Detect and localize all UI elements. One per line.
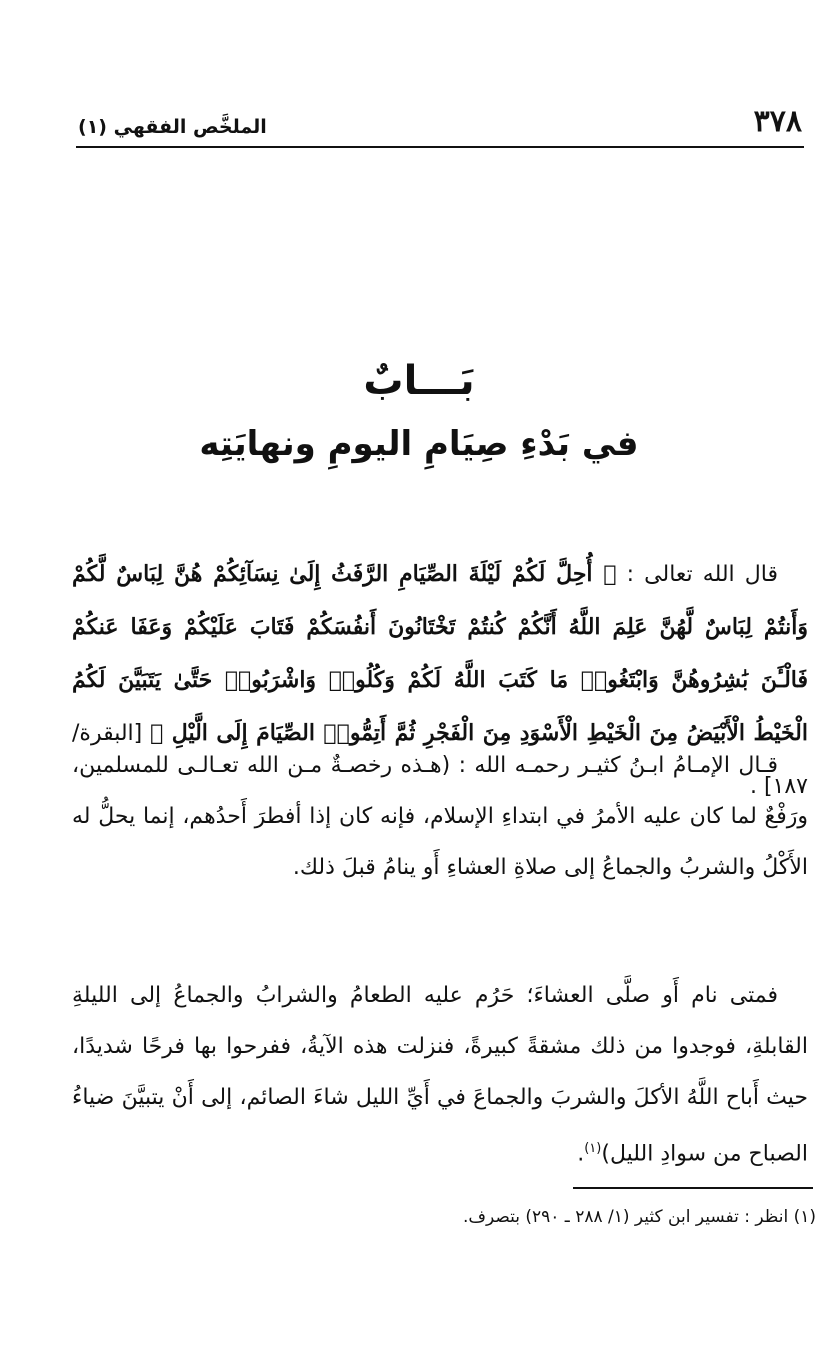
- quran-verse: ﴿ أُحِلَّ لَكُمْ لَيْلَةَ الصِّيَامِ الرَّفَثُ إِلَىٰ نِسَآئِكُمْ هُنَّ لِبَاسٌ لَّكُمْ وَأَنتُمْ لِبَاسٌ لَّهُنَّ عَلِمَ اللَّهُ أَنَّكُمْ كُنتُمْ تَخْتَانُونَ أَنفُسَكُمْ فَتَابَ عَلَيْكُمْ وَعَفَا عَنكُمْ فَالْـَٔنَ بَٰشِرُوهُنَّ وَابْتَغُوا۟ مَا كَتَبَ اللَّهُ لَكُمْ وَكُلُوا۟ وَاشْرَبُوا۟ حَتَّىٰ يَتَبَيَّنَ لَكُمُ الْخَيْطُ الْأَبْيَضُ مِنَ الْخَيْطِ الْأَسْوَدِ مِنَ الْفَجْرِ ثُمَّ أَتِمُّوا۟ الصِّيَامَ إِلَى الَّيْلِ ﴾: [72, 561, 808, 746]
- chapter-title: في بَدْءِ صِيَامِ اليومِ ونهايَتِه: [199, 424, 639, 464]
- paragraph-text: قـال الإمـامُ ابـنُ كثيـر رحمـه الله : (هـذه رخصـةٌ مـن الله تعـالـى للمسلمين، ورَفْعٌ لما كان عليه الأمرُ في ابتداءِ الإسلام، فإنه كان إذا أفطرَ أَحدُهم، إنما يحلُّ له الأَكْلُ والشربُ والجماعُ إلى صلاةِ العشاءِ أَو ينامُ قبلَ ذلك.: [72, 753, 808, 880]
- paragraph-end: .: [577, 1141, 585, 1167]
- footnote-divider: [573, 1187, 813, 1189]
- paragraph-text: فمتى نام أَو صلَّى العشاءَ؛ حَرُم عليه الطعامُ والشرابُ والجماعُ إلى الليلةِ القابلةِ، فوجدوا من ذلك مشقةً كبيرةً، فنزلت هذه الآيةُ، ففرحوا بها فرحًا شديدًا، حيث أَباح اللَّهُ الأكلَ والشربَ والجماعَ في أَيِّ الليل شاءَ الصائم، إلى أَنْ يتبيَّنَ ضياءُ الصباح من سوادِ الليل): [72, 983, 808, 1167]
- footnote-reference[interactable]: (١): [584, 1141, 602, 1156]
- verse-reference: [البقرة/ ١٨٧] .: [72, 721, 808, 799]
- running-title: الملخَّص الفقهي (١): [78, 116, 267, 138]
- chapter-label: بَـــابٌ: [363, 358, 475, 404]
- verse-intro: قال الله تعالى :: [616, 562, 778, 587]
- footnote: (١) انظر : تفسير ابن كثير (١/ ٢٨٨ ـ ٢٩٠) بتصرف.: [462, 1207, 816, 1227]
- page-number: ٣٧٨: [753, 104, 802, 139]
- paragraph-ibn-kathir: [72, 740, 808, 893]
- paragraph-continuation: [72, 970, 808, 1179]
- running-header: [76, 104, 804, 148]
